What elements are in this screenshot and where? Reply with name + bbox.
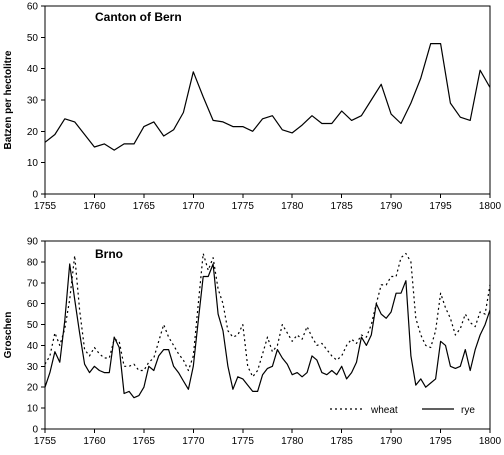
brno-y-tick-label: 40 (26, 340, 38, 352)
bern-chart-title: Canton of Bern (95, 10, 182, 24)
brno-y-tick-label: 10 (26, 403, 38, 415)
bern-x-tick-label: 1775 (231, 201, 254, 212)
brno-x-tick-label: 1790 (379, 436, 403, 447)
brno-chart-panel (3, 237, 502, 448)
bern-x-tick-label: 1755 (33, 201, 57, 212)
bern-y-tick-label: 60 (26, 1, 38, 13)
brno-plot-frame (45, 241, 490, 429)
brno-y-tick-label: 30 (26, 361, 38, 373)
brno-x-tick-label: 1800 (478, 436, 502, 447)
bern-x-tick-label: 1790 (379, 201, 403, 212)
bern-x-ticks (34, 194, 502, 212)
bern-y-ticks (27, 2, 45, 201)
brno-y-tick-label: 0 (32, 424, 38, 436)
bern-y-tick-label: 50 (26, 32, 38, 44)
legend-rye-label: rye (461, 405, 475, 416)
brno-y-tick-label: 20 (26, 382, 38, 394)
brno-y-tick-label: 80 (26, 257, 38, 269)
bern-x-tick-label: 1760 (83, 201, 106, 212)
bern-y-axis-label: Batzen per hectolitre (3, 50, 14, 150)
bern-y-tick-label: 10 (26, 158, 38, 170)
brno-chart-title: Brno (95, 247, 123, 261)
brno-y-tick-label: 60 (26, 299, 38, 311)
legend-wheat-label: wheat (371, 405, 398, 416)
brno-x-tick-label: 1775 (231, 436, 254, 447)
brno-x-tick-label: 1795 (429, 436, 452, 447)
bern-series (45, 44, 490, 151)
brno-y-tick-label: 90 (26, 236, 38, 248)
brno-x-tick-label: 1770 (182, 436, 205, 447)
bern-y-tick-label: 30 (26, 95, 38, 107)
bern-price-line (45, 44, 490, 151)
brno-x-tick-label: 1755 (33, 436, 57, 447)
brno-rye-line (45, 264, 490, 398)
brno-y-tick-label: 70 (26, 278, 38, 290)
brno-legend (330, 405, 475, 416)
brno-x-tick-label: 1765 (132, 436, 156, 447)
bern-x-tick-label: 1795 (429, 201, 452, 212)
brno-y-ticks (27, 237, 45, 436)
bern-x-tick-label: 1800 (478, 201, 502, 212)
bern-x-tick-label: 1780 (281, 201, 304, 212)
bern-y-tick-label: 20 (26, 126, 38, 138)
brno-x-tick-label: 1780 (281, 436, 304, 447)
brno-x-ticks (34, 429, 502, 447)
bern-y-tick-label: 40 (26, 64, 38, 76)
bern-x-tick-label: 1770 (182, 201, 205, 212)
brno-series (45, 254, 490, 398)
brno-y-axis-label: Groschen (3, 311, 14, 359)
bern-y-tick-label: 0 (32, 189, 38, 201)
bern-chart-panel (3, 2, 502, 213)
brno-x-tick-label: 1785 (330, 436, 353, 447)
bern-x-tick-label: 1785 (330, 201, 353, 212)
brno-y-tick-label: 50 (26, 320, 38, 332)
bern-x-tick-label: 1765 (132, 201, 156, 212)
brno-x-tick-label: 1760 (83, 436, 106, 447)
bern-plot-frame (45, 6, 490, 194)
